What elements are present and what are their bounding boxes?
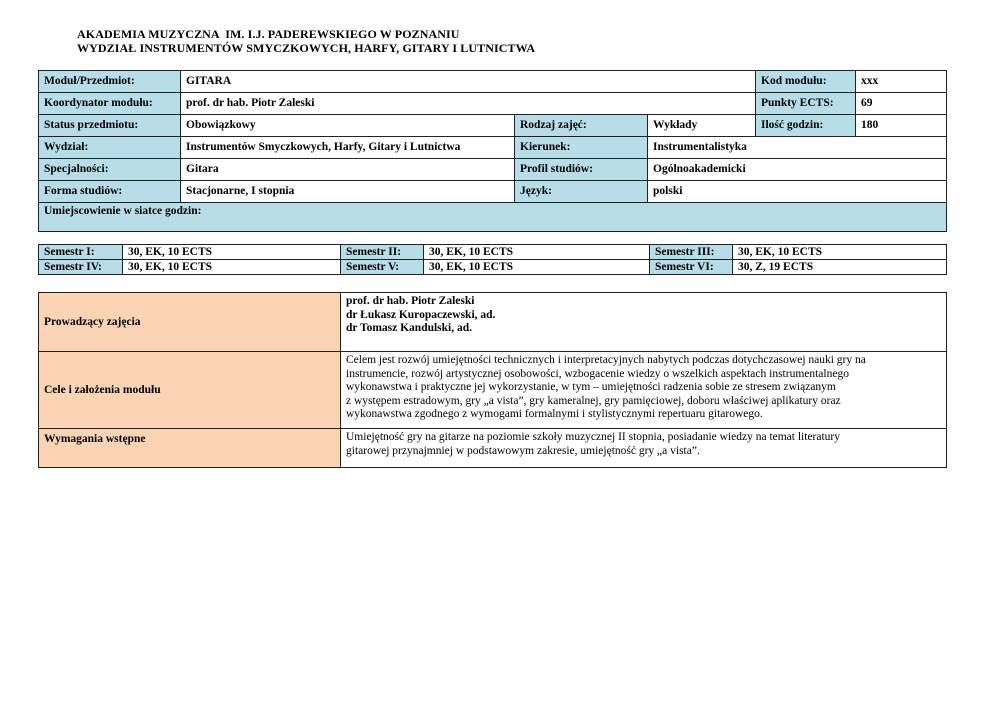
status-value: Obowiązkowy <box>181 115 515 137</box>
koordynator-value: prof. dr hab. Piotr Zaleski <box>181 93 756 115</box>
semester-row <box>39 260 947 275</box>
kod-value: xxx <box>856 71 947 93</box>
profil-value: Ogólnoakademicki <box>648 159 947 181</box>
semester-value: 30, EK, 10 ECTS <box>123 260 341 275</box>
semester-value: 30, EK, 10 ECTS <box>733 245 947 260</box>
document-header <box>77 27 535 55</box>
wymagania-line: Umiejętność gry na gitarze na poziomie szkoły muzycznej II stopnia, posiadanie wiedzy na temat literatury <box>346 431 841 443</box>
lecturer-name: prof. dr hab. Piotr Zaleski <box>346 295 475 307</box>
semester-value: 30, EK, 10 ECTS <box>123 245 341 260</box>
profil-label: Profil studiów: <box>515 159 648 181</box>
lecturer-name: dr Tomasz Kandulski, ad. <box>346 322 473 334</box>
rodzaj-value: Wykłady <box>648 115 756 137</box>
wymagania-line: gitarowej przynajmniej w podstawowym zakresie, umiejętność gry „a vista”. <box>346 444 700 457</box>
module-details-table <box>38 292 947 468</box>
semester-value: 30, Z, 19 ECTS <box>733 260 947 275</box>
koordynator-label: Koordynator modułu: <box>39 93 181 115</box>
semester-label: Semestr IV: <box>39 260 123 275</box>
przedmiot-label: Moduł/Przedmiot: <box>39 71 181 93</box>
kierunek-label: Kierunek: <box>515 137 648 159</box>
semester-row <box>39 245 947 260</box>
jezyk-value: polski <box>648 181 947 203</box>
semester-label: Semestr III: <box>650 245 733 260</box>
semester-label: Semestr I: <box>39 245 123 260</box>
module-info-table <box>38 70 947 232</box>
wymagania-text <box>341 429 947 468</box>
cele-line: wykonawstwa zgodnego z wymogami formalnymi i stylistycznymi repertuaru gitarowego. <box>346 408 763 420</box>
cele-line: Celem jest rozwój umiejętności technicznych i interpretacyjnych nabytych podczas dotychczasowej nauki gry na <box>346 354 866 366</box>
faculty-name: WYDZIAŁ INSTRUMENTÓW SMYCZKOWYCH, HARFY, GITARY I LUTNICTWA <box>77 41 536 55</box>
kierunek-value: Instrumentalistyka <box>648 137 947 159</box>
wymagania-label: Wymagania wstępne <box>39 429 341 468</box>
semester-value: 30, EK, 10 ECTS <box>424 245 650 260</box>
cele-line: instrumencie, rozwój artystycznej osobowości, wzbogacenie wiedzy o wszelkich aspektach instrumentalnego <box>346 367 849 380</box>
prowadzacy-list <box>341 293 947 352</box>
godzin-value: 180 <box>856 115 947 137</box>
ects-value: 69 <box>856 93 947 115</box>
forma-label: Forma studiów: <box>39 181 181 203</box>
godzin-label: Ilość godzin: <box>756 115 856 137</box>
przedmiot-value: GITARA <box>181 71 756 93</box>
semester-label: Semestr V: <box>341 260 424 275</box>
cele-line: wykonawstwa i praktyczne jej wykorzystanie, w tym – umiejętności radzenia sobie ze stresem związanym <box>346 381 836 393</box>
jezyk-label: Język: <box>515 181 648 203</box>
ects-label: Punkty ECTS: <box>756 93 856 115</box>
semester-value: 30, EK, 10 ECTS <box>424 260 650 275</box>
kod-label: Kod modułu: <box>756 71 856 93</box>
cele-line: z występem estradowym, gry „a vista”, gry kameralnej, gry pamięciowej, doboru właściwej aplikatury oraz <box>346 394 841 407</box>
prowadzacy-label: Prowadzący zajęcia <box>39 293 341 352</box>
cele-label: Cele i założenia modułu <box>39 352 341 429</box>
wydzial-label: Wydział: <box>39 137 181 159</box>
status-label: Status przedmiotu: <box>39 115 181 137</box>
academy-name: AKADEMIA MUZYCZNA IM. I.J. PADEREWSKIEGO W POZNANIU <box>77 27 460 41</box>
semester-label: Semestr II: <box>341 245 424 260</box>
rodzaj-label: Rodzaj zajęć: <box>515 115 648 137</box>
cele-text <box>341 352 947 429</box>
specjalnosci-value: Gitara <box>181 159 515 181</box>
semester-label: Semestr VI: <box>650 260 733 275</box>
specjalnosci-label: Specjalności: <box>39 159 181 181</box>
lecturer-name: dr Łukasz Kuropaczewski, ad. <box>346 308 496 321</box>
semester-table <box>38 244 947 275</box>
forma-value: Stacjonarne, I stopnia <box>181 181 515 203</box>
umiejscowienie-label: Umiejscowienie w siatce godzin: <box>39 203 947 232</box>
wydzial-value: Instrumentów Smyczkowych, Harfy, Gitary i Lutnictwa <box>181 137 515 159</box>
